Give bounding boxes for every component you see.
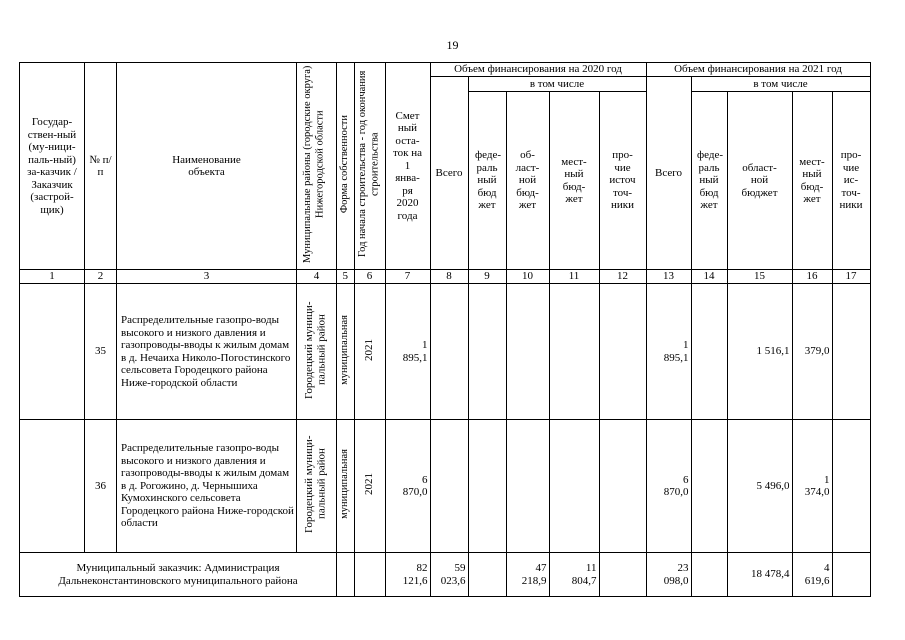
empty-cell	[691, 553, 727, 597]
ownership-cell: муниципальная	[337, 420, 355, 553]
regional-2021-cell: 5 496,0	[727, 420, 792, 553]
col-index: 4	[297, 270, 337, 284]
col-index: 14	[691, 270, 727, 284]
header-regional-2020: об-ласт-ной бюд-жет	[506, 92, 549, 270]
col-index: 5	[337, 270, 355, 284]
col-index: 15	[727, 270, 792, 284]
balance-cell: 6 870,0	[385, 420, 430, 553]
header-including-2021: в том числе	[691, 77, 870, 92]
summary-local-2021: 4 619,6	[792, 553, 832, 597]
object-name: Распределительные газопро-воды высокого и низкого давления и газопроводы-вводы к жилым домам в д. Рогожино, д. Чернышиха Кумохинского сельсовета Городецкого района Ниже-городской области	[117, 420, 297, 553]
summary-regional-2021: 18 478,4	[727, 553, 792, 597]
customer-cell	[20, 420, 85, 553]
balance-cell: 1 895,1	[385, 284, 430, 420]
total-2021-cell: 6 870,0	[646, 420, 691, 553]
object-name: Распределительные газопро-воды высокого и низкого давления и газопроводы-вводы к жилым домам в д. Нечаиха Николо-Погостинского сельсовета Городецкого района Ниже-городской области	[117, 284, 297, 420]
summary-total-2021: 23 098,0	[646, 553, 691, 597]
empty-cell	[468, 420, 506, 553]
empty-cell	[549, 284, 599, 420]
empty-cell	[468, 284, 506, 420]
col-index: 11	[549, 270, 599, 284]
header-local-2021: мест-ный бюд-жет	[792, 92, 832, 270]
empty-cell	[832, 284, 870, 420]
header-federal-2020: феде-раль ный бюд жет	[468, 92, 506, 270]
summary-label: Муниципальный заказчик: Администрация Дальнеконстантиновского муниципального района	[20, 553, 337, 597]
empty-cell	[691, 420, 727, 553]
header-num: № п/п	[85, 63, 117, 270]
header-estimated-balance: Смет ный оста-ток на 1 янва-ря 2020 года	[385, 63, 430, 270]
header-regional-2021: област-ной бюджет	[727, 92, 792, 270]
col-index: 10	[506, 270, 549, 284]
district-cell: Городецкий муници-пальный район	[297, 420, 337, 553]
col-index: 7	[385, 270, 430, 284]
summary-balance: 82 121,6	[385, 553, 430, 597]
row-num: 35	[85, 284, 117, 420]
header-construction-years: Год начала строительства - год окончания строительства	[354, 63, 385, 270]
summary-local-2020: 11 804,7	[549, 553, 599, 597]
regional-2021-cell: 1 516,1	[727, 284, 792, 420]
col-index: 8	[430, 270, 468, 284]
district-cell: Городецкий муници-пальный район	[297, 284, 337, 420]
header-including-2020: в том числе	[468, 77, 646, 92]
col-index: 1	[20, 270, 85, 284]
header-other-2020: про-чие источ точ-ники	[599, 92, 646, 270]
summary-row	[20, 553, 871, 597]
ownership-cell: муниципальная	[337, 284, 355, 420]
header-financing-2021: Объем финансирования на 2021 год	[646, 63, 870, 77]
year-cell: 2021	[354, 284, 385, 420]
empty-cell	[430, 420, 468, 553]
customer-cell	[20, 284, 85, 420]
empty-cell	[832, 420, 870, 553]
empty-cell	[549, 420, 599, 553]
year-cell: 2021	[354, 420, 385, 553]
header-total-2020: Всего	[430, 77, 468, 270]
header-total-2021: Всего	[646, 77, 691, 270]
col-index: 3	[117, 270, 297, 284]
col-index: 16	[792, 270, 832, 284]
col-index: 12	[599, 270, 646, 284]
table-row	[20, 420, 871, 553]
col-index: 13	[646, 270, 691, 284]
col-index: 2	[85, 270, 117, 284]
financing-table	[19, 62, 871, 597]
header-municipal-districts: Муниципальные районы (городские округа) Нижегородской области	[297, 63, 337, 270]
empty-cell	[430, 284, 468, 420]
summary-total-2020: 59 023,6	[430, 553, 468, 597]
empty-cell	[354, 553, 385, 597]
empty-cell	[599, 284, 646, 420]
header-financing-2020: Объем финансирования на 2020 год	[430, 63, 646, 77]
empty-cell	[337, 553, 355, 597]
header-other-2021: про-чие ис-точ-ники	[832, 92, 870, 270]
total-2021-cell: 1 895,1	[646, 284, 691, 420]
header-ownership: Форма собственности	[337, 63, 355, 270]
col-index: 9	[468, 270, 506, 284]
page-number: 19	[446, 38, 459, 52]
table-row	[20, 284, 871, 420]
empty-cell	[691, 284, 727, 420]
row-num: 36	[85, 420, 117, 553]
col-index: 17	[832, 270, 870, 284]
empty-cell	[506, 420, 549, 553]
col-index: 6	[354, 270, 385, 284]
header-object-name: Наименование объекта	[117, 63, 297, 270]
empty-cell	[832, 553, 870, 597]
header-federal-2021: феде-раль ный бюд жет	[691, 92, 727, 270]
header-customer: Государ-ствен-ный (му-ници-паль-ный) за-казчик / Заказчик (застрой-щик)	[20, 63, 85, 270]
empty-cell	[599, 553, 646, 597]
local-2021-cell: 379,0	[792, 284, 832, 420]
empty-cell	[599, 420, 646, 553]
header-local-2020: мест-ный бюд-жет	[549, 92, 599, 270]
summary-regional-2020: 47 218,9	[506, 553, 549, 597]
empty-cell	[506, 284, 549, 420]
empty-cell	[468, 553, 506, 597]
local-2021-cell: 1 374,0	[792, 420, 832, 553]
